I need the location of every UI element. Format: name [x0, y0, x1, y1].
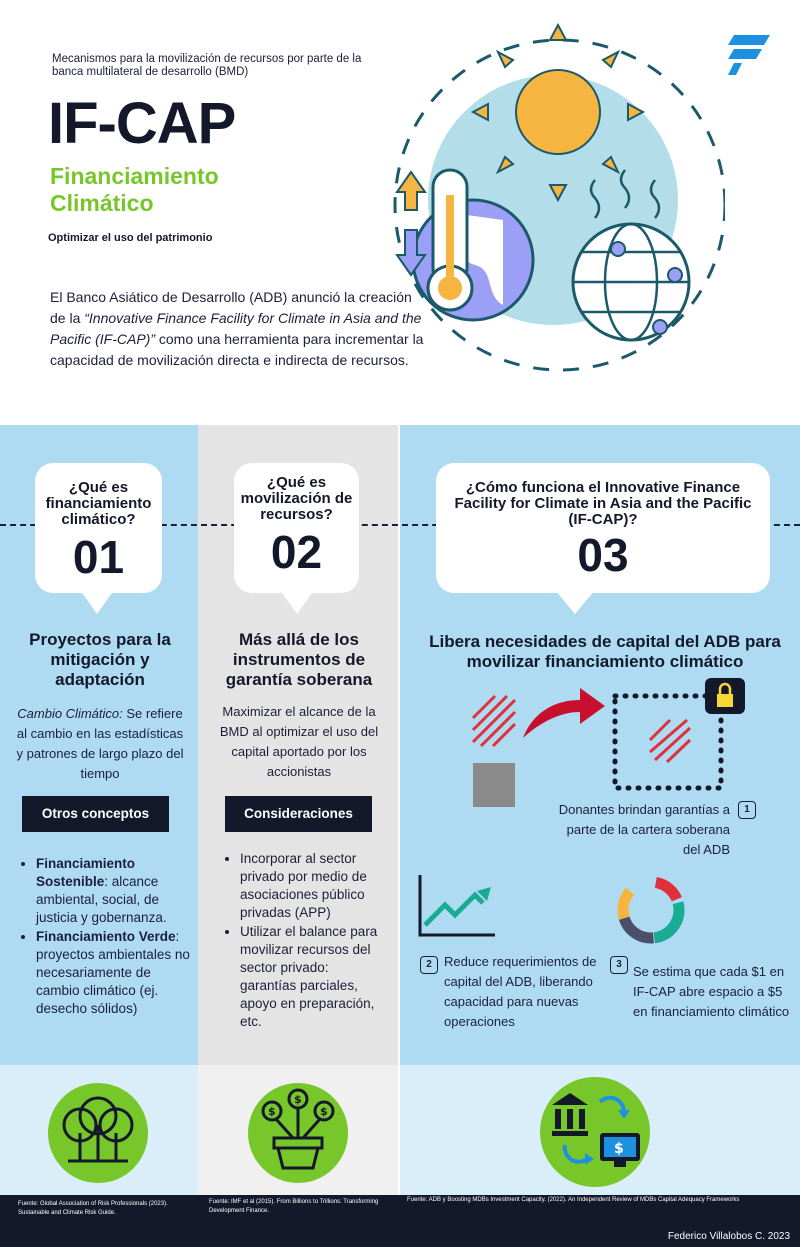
bullet-list-2	[224, 850, 386, 1032]
guarantee-illustration	[465, 678, 755, 810]
money-plant-circle	[248, 1083, 348, 1183]
question-3: ¿Cómo funciona el Innovative Finance Facility for Climate in Asia and the Pacific (IF-CAP)?	[454, 479, 752, 528]
bubble-1	[35, 463, 162, 593]
tag-otros-conceptos: Otros conceptos	[22, 796, 169, 832]
logo-icon	[728, 33, 772, 77]
svg-text:$: $	[294, 1093, 302, 1106]
tagline: Optimizar el uso del patrimonio	[48, 232, 213, 244]
bullet-item: • Utilizar el balance para movilizar recursos del sector privado: garantías parciales, apoyo en preparación, etc.	[240, 923, 386, 1031]
bullet-item: • Financiamiento Sostenible: alcance ambiental, social, de justicia y gobernanza.	[36, 855, 192, 927]
step-3-number: 3	[610, 956, 628, 974]
source-1: Fuente: Global Association of Risk Professionals (2023). Sustainable and Climate Risk Guide.	[18, 1201, 168, 1216]
bank-transfer-icon	[540, 1077, 650, 1187]
bubble-3	[436, 463, 770, 593]
question-1: ¿Qué es financiamiento climático?	[45, 479, 152, 528]
donut-chart-icon	[614, 873, 690, 949]
bubble-tail-3	[555, 590, 595, 614]
trees-icon	[48, 1083, 148, 1183]
number-1: 01	[72, 531, 125, 583]
trees-circle	[48, 1083, 148, 1183]
page-green-title: Financiamiento Climático	[50, 163, 219, 216]
svg-text:$: $	[320, 1105, 328, 1118]
money-plant-icon	[248, 1083, 348, 1183]
bank-transfer-circle	[540, 1077, 650, 1187]
text-2: Maximizar el alcance de la BMD al optimizar el uso del capital aportado por los accionistas	[219, 704, 379, 779]
growth-chart-icon	[417, 873, 497, 943]
bubble-tail-2	[280, 590, 314, 614]
question-2: ¿Qué es movilización de recursos?	[240, 474, 353, 523]
step-1-text: Donantes brindan garantías a parte de la cartera soberana del ADB	[558, 802, 730, 857]
step-2-text: Reduce requerimientos de capital del ADB, liberando capacidad para nuevas operaciones	[444, 954, 597, 1029]
number-3: 03	[577, 529, 629, 581]
bubble-2	[234, 463, 359, 593]
source-2: Fuente: IMF et al (2015). From Billions to Trillions: Transforming Development Finance.	[209, 1199, 379, 1214]
step-1-number: 1	[738, 801, 756, 819]
bubble-tail-1	[80, 590, 114, 614]
bullet-item: • Financiamiento Verde: proyectos ambientales no necesariamente de cambio climático (ej. desecho sólidos)	[36, 928, 192, 1018]
climate-illustration	[385, 20, 725, 380]
author-credit: Federico Villalobos C. 2023	[667, 1231, 790, 1242]
step-2-number: 2	[420, 956, 438, 974]
step-3-text: Se estima que cada $1 en IF-CAP abre espacio a $5 en financiamiento climático	[633, 964, 790, 1019]
page-subtitle: Mecanismos para la movilización de recursos por parte de la banca multilateral de desarrollo (BMD)	[52, 53, 362, 78]
svg-text:$: $	[268, 1105, 276, 1118]
svg-text:$: $	[614, 1141, 624, 1157]
definition-1: Cambio Climático: Se refiere al cambio en las estadísticas y patrones de largo plazo del tiempo	[16, 706, 184, 781]
heading-2: Más allá de los instrumentos de garantía soberana	[225, 630, 373, 689]
number-2: 02	[270, 526, 323, 578]
bullet-list-1	[20, 855, 192, 1019]
tag-consideraciones: Consideraciones	[225, 796, 372, 832]
bullet-item: • Incorporar al sector privado por medio de asociaciones público privadas (APP)	[240, 850, 386, 922]
heading-1: Proyectos para la mitigación y adaptación	[29, 630, 171, 689]
source-3: Fuente: ADB y Boosting MDBs Investment Capacity. (2022). An Independent Review of MDBs Capital Adequacy Frameworks	[407, 1197, 740, 1203]
intro-paragraph: El Banco Asiático de Desarrollo (ADB) anunció la creación de la “Innovative Finance Facility for Climate in Asia and the Pacific (IF-CAP)” como una herramienta para incrementar la capacidad de movilización directa e indirecta de recursos.	[50, 289, 424, 368]
heading-3: Libera necesidades de capital del ADB para movilizar financiamiento climático	[429, 632, 781, 671]
page-title: IF-CAP	[48, 91, 236, 156]
